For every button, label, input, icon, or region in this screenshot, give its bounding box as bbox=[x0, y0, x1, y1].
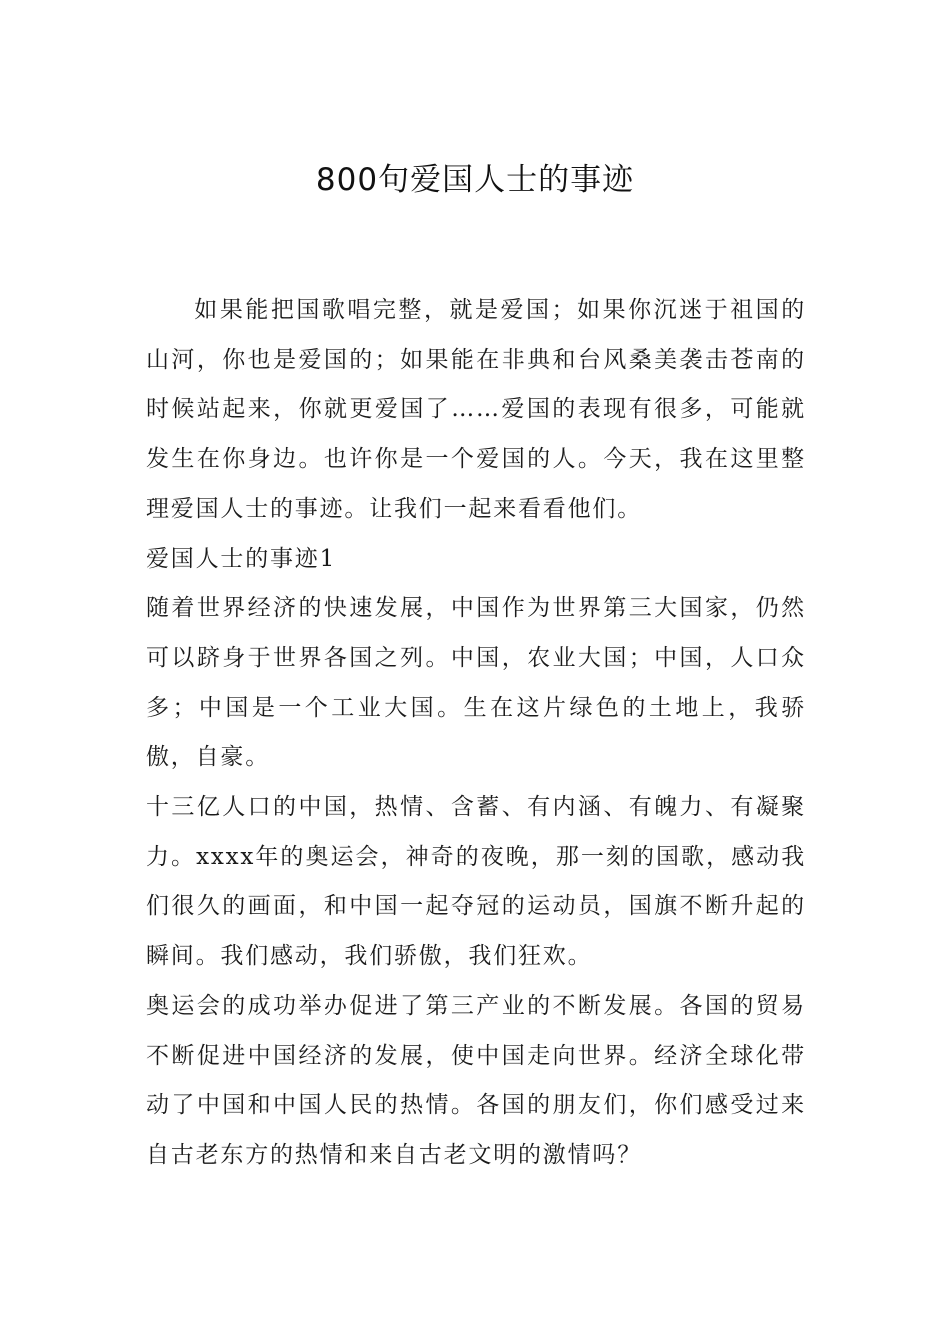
section-heading: 爱国人士的事迹1 bbox=[146, 545, 337, 572]
intro-paragraph: 如果能把国歌唱完整，就是爱国；如果你沉迷于祖国的山河，你也是爱国的；如果能在非典和台风桑美袭击苍南的时候站起来，你就更爱国了……爱国的表现有很多，可能就发生在你身边。也许你是一个爱国的人。今天，我在这里整理爱国人士的事迹。让我们一起来看看他们。 bbox=[146, 297, 806, 522]
body-paragraph: 奥运会的成功举办促进了第三产业的不断发展。各国的贸易不断促进中国经济的发展，使中国走向世界。经济全球化带动了中国和中国人民的热情。各国的朋友们，你们感受过来自古老东方的热情和来自古老文明的激情吗？ bbox=[146, 992, 806, 1168]
document-body bbox=[146, 286, 806, 1181]
document-title: 800句爱国人士的事迹 bbox=[315, 162, 635, 198]
body-paragraph: 随着世界经济的快速发展，中国作为世界第三大国家，仍然可以跻身于世界各国之列。中国，农业大国；中国，人口众多；中国是一个工业大国。生在这片绿色的土地上，我骄傲，自豪。 bbox=[146, 595, 806, 771]
body-paragraph: 十三亿人口的中国，热情、含蓄、有内涵、有魄力、有凝聚力。xxxx年的奥运会，神奇的夜晚，那一刻的国歌，感动我们很久的画面，和中国一起夺冠的运动员，国旗不断升起的瞬间。我们感动，我们骄傲，我们狂欢。 bbox=[146, 794, 806, 970]
